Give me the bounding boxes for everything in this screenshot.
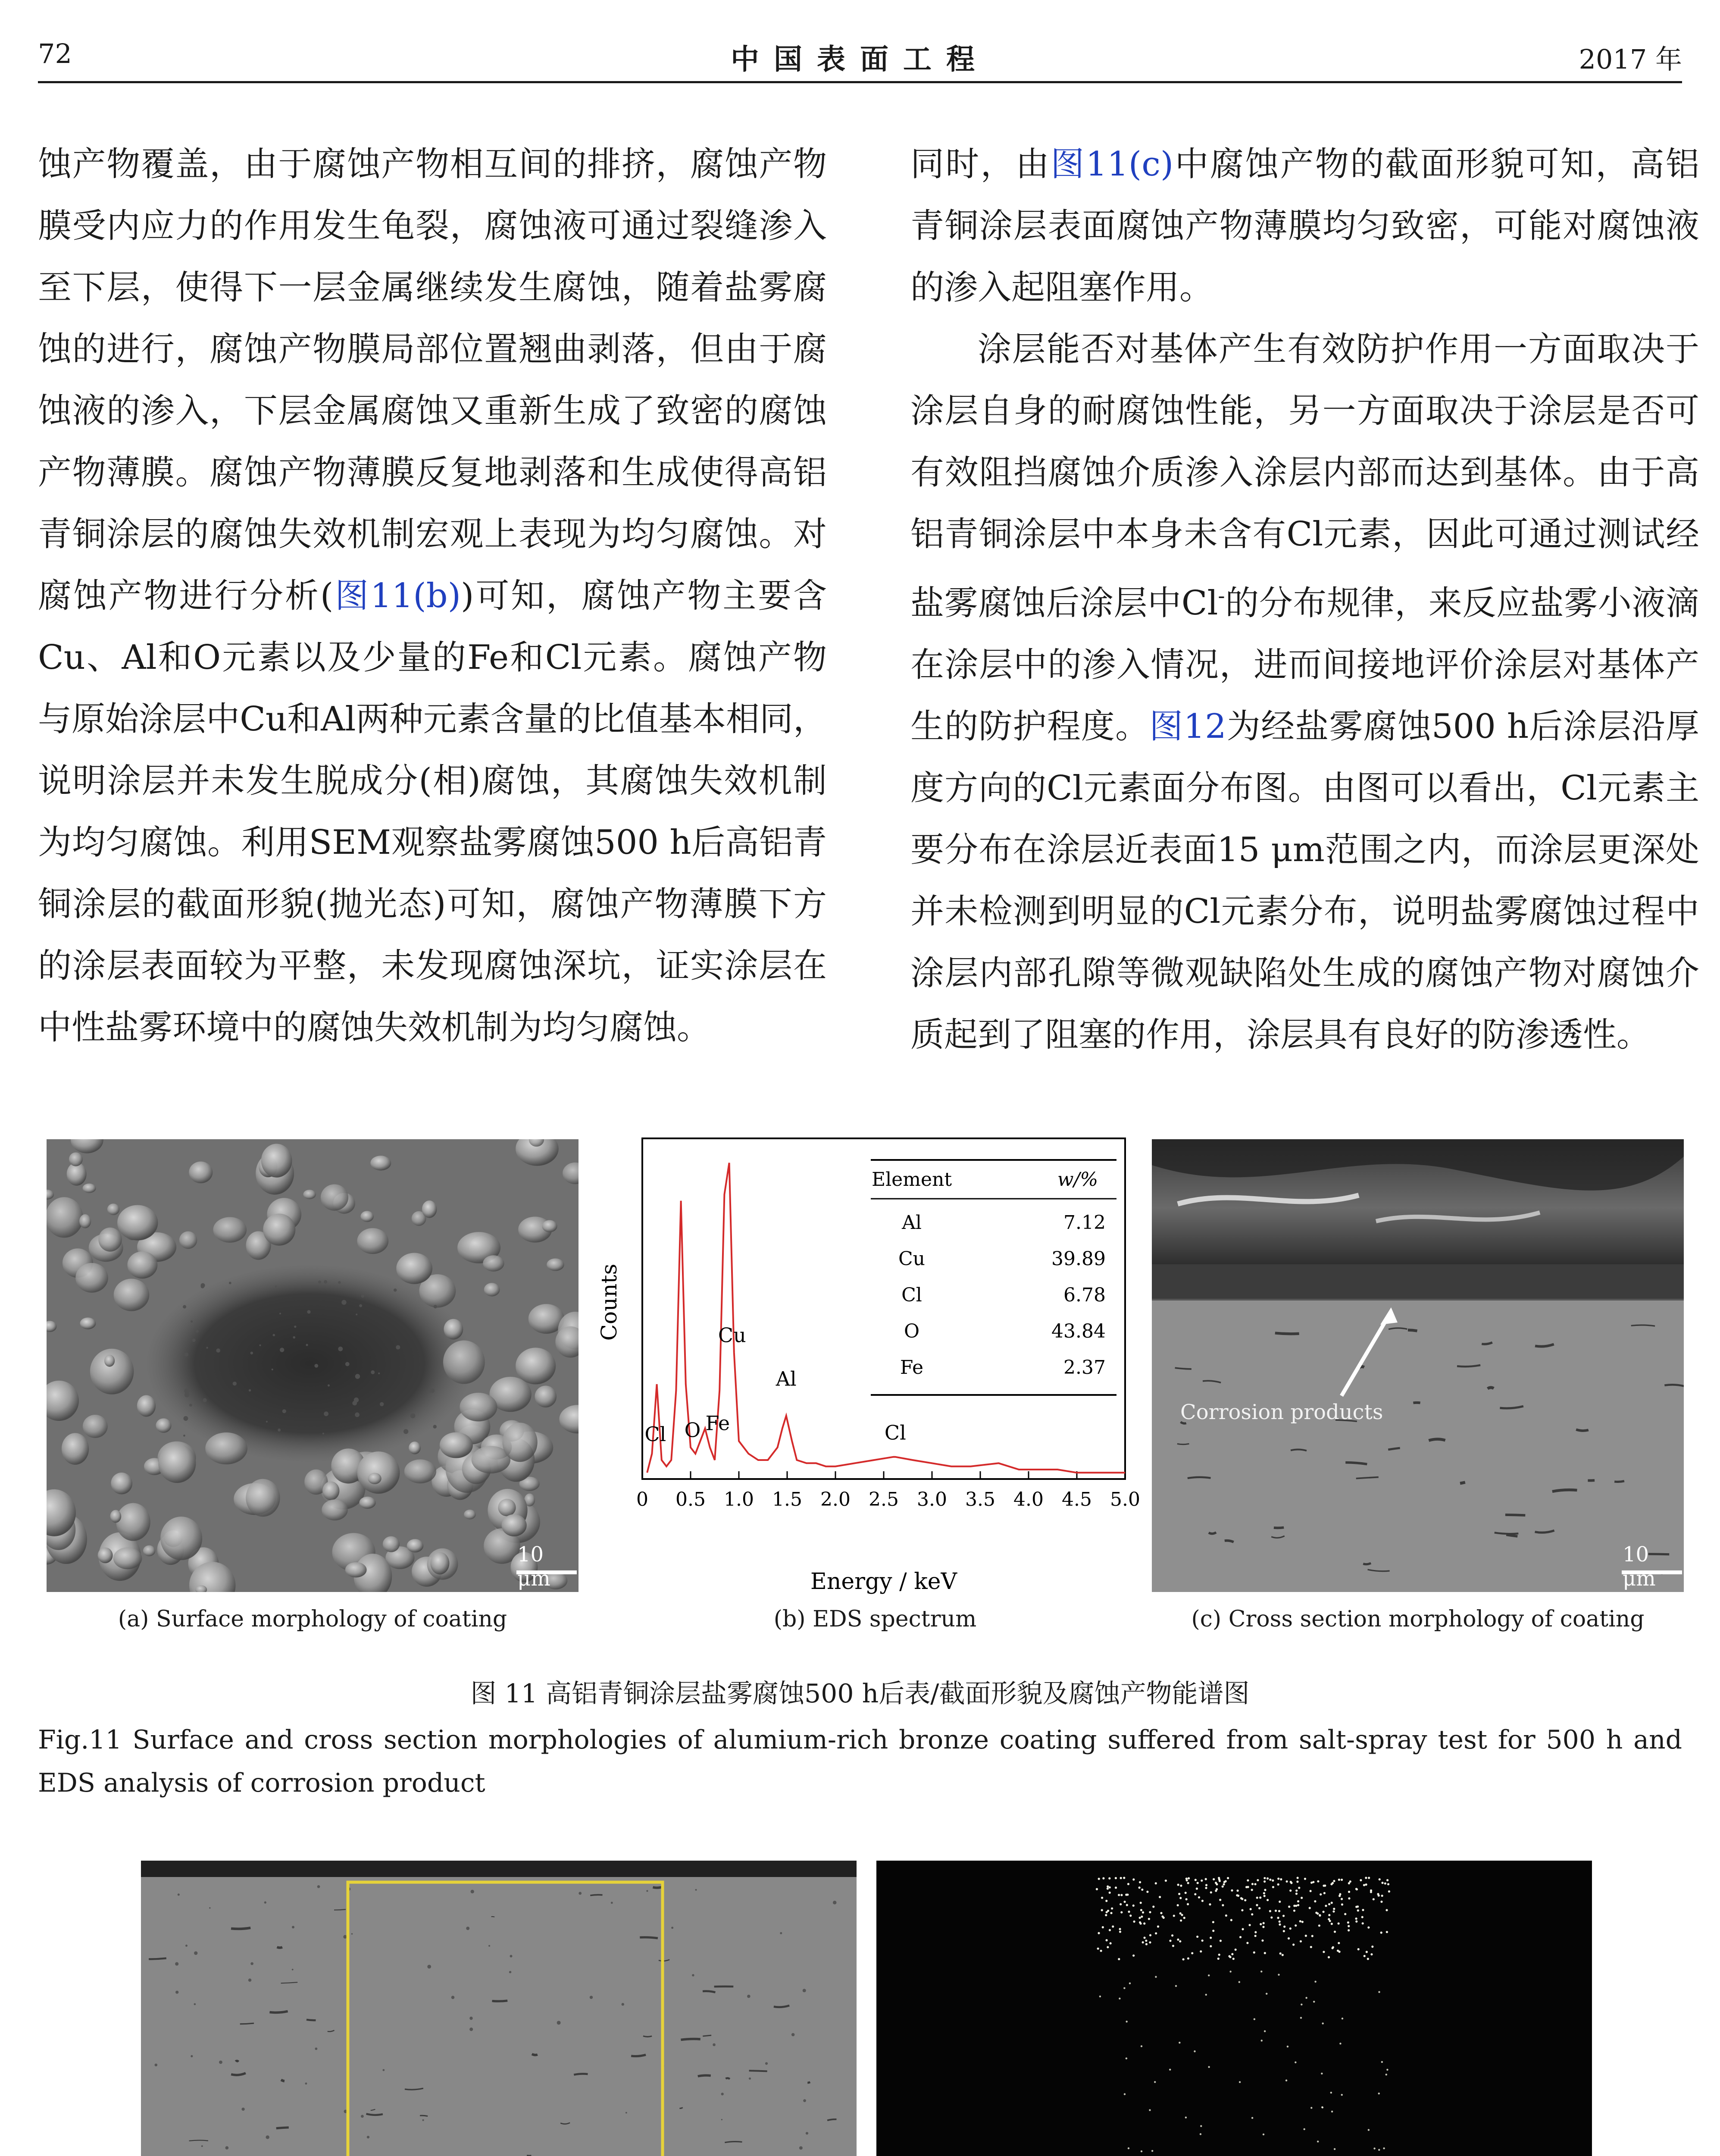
x-tick-label: 1.0 xyxy=(724,1489,754,1510)
table-header: w/% xyxy=(1057,1169,1098,1191)
scale-bar-label: 10 μm xyxy=(517,1542,550,1591)
text-segment: 为经盐雾腐蚀500 h后涂层沿厚度方向的Cl元素面分布图。由图可以看出，Cl元素主要分布在涂层近表面15 μm范围之内，而涂层更深处并未检测到明显的Cl元素分布，说明盐雾腐蚀过程中涂层内部孔隙等微观缺陷处生成的腐蚀产物对腐蚀介质起到了阻塞的作用，涂层具有良好的防渗透性。 xyxy=(910,707,1699,1054)
figure-11-caption-cn: 图 11 高铝青铜涂层盐雾腐蚀500 h后表/截面形貌及腐蚀产物能谱图 xyxy=(470,1679,1250,1709)
text-segment: )可知，腐蚀产物主要含Cu、Al和O元素以及少量的Fe和Cl元素。腐蚀产物与原始涂层中Cu和Al两种元素含量的比值基本相同，说明涂层并未发生脱成分(相)腐蚀，其腐蚀失效机制为均匀腐蚀。利用SEM观察盐雾腐蚀500 h后高铝青铜涂层的截面形貌(抛光态)可知，腐蚀产物薄膜下方的涂层表面较为平整，未发现腐蚀深坑，证实涂层在中性盐雾环境中的腐蚀失效机制为均匀腐蚀。 xyxy=(38,577,827,1047)
peak-label: Al xyxy=(776,1367,797,1391)
x-tick-label: 1.5 xyxy=(772,1489,802,1510)
x-tick-label: 0.5 xyxy=(675,1489,706,1510)
peak-label: O xyxy=(684,1418,701,1442)
table-cell: Cu xyxy=(898,1248,926,1270)
x-axis-label: Energy / keV xyxy=(810,1569,957,1595)
table-cell: 6.78 xyxy=(1063,1284,1106,1306)
eds-spectrum-chart xyxy=(595,1130,1155,1604)
eds-inset-table xyxy=(871,1160,1116,1395)
chlorine-dots xyxy=(876,1861,1592,2156)
text-segment: 中腐蚀产物的截面形貌可知，高铝青铜涂层表面腐蚀产物薄膜均匀致密，可能对腐蚀液的渗入起阻塞作用。 xyxy=(910,145,1699,307)
page-number: 72 xyxy=(38,38,72,69)
peak-label: Cu xyxy=(718,1323,746,1347)
right-paragraph-2 xyxy=(910,319,1699,1066)
y-axis-label: Counts xyxy=(597,1263,622,1341)
peak-label: Cl xyxy=(644,1423,666,1446)
publication-year: 2017 年 xyxy=(1579,44,1682,75)
left-text-column xyxy=(38,134,827,1059)
table-cell: O xyxy=(904,1320,920,1342)
left-paragraph xyxy=(38,134,827,1059)
table-cell: 39.89 xyxy=(1051,1248,1106,1270)
subcaption-11a: (a) Surface morphology of coating xyxy=(118,1606,507,1632)
right-paragraph-1 xyxy=(910,134,1699,319)
x-tick-label: 4.5 xyxy=(1062,1489,1092,1510)
figure-link[interactable]: 图11(c) xyxy=(1051,145,1174,184)
text-segment: 的分布规律，来反应盐雾小液滴在涂层中的渗入情况，进而间接地评价涂层对基体产生的防护程度。 xyxy=(910,584,1699,746)
table-cell: Cl xyxy=(901,1284,922,1306)
sem-surface-texture xyxy=(47,1139,579,1592)
peak-label: Fe xyxy=(705,1411,730,1435)
sem-cross-section-texture xyxy=(1152,1139,1684,1592)
arrow-label: Corrosion products xyxy=(1180,1400,1383,1424)
eds-svg xyxy=(595,1130,1155,1604)
x-tick-label: 3.0 xyxy=(917,1489,947,1510)
table-cell: Fe xyxy=(900,1357,924,1379)
table-cell: 2.37 xyxy=(1063,1357,1106,1379)
table-header: Element xyxy=(871,1169,952,1191)
sem-surface-image xyxy=(47,1139,579,1592)
morphology-texture xyxy=(141,1861,857,2156)
text-segment: 涂层能否对基体产生有效防护作用一方面取决于涂层自身的耐腐蚀性能，另一方面取决于涂层是否可有效阻挡腐蚀介质渗入涂层内部而达到基体。由于高铝青铜涂层中本身未含有Cl元素，因此可通过测试经盐雾腐蚀后涂层中Cl xyxy=(910,330,1699,623)
x-tick-label: 2.5 xyxy=(869,1489,899,1510)
figure-link[interactable]: 图11(b) xyxy=(333,577,461,615)
table-cell: Al xyxy=(902,1212,922,1234)
sem-cross-section-image xyxy=(1152,1139,1684,1592)
x-tick-label: 0 xyxy=(636,1489,648,1510)
x-tick-label: 2.0 xyxy=(820,1489,851,1510)
subcaption-11c: (c) Cross section morphology of coating xyxy=(1191,1606,1645,1632)
right-text-column xyxy=(910,134,1699,1066)
scale-bar-label: 10 μm xyxy=(1623,1542,1656,1591)
figure-link[interactable]: 图12 xyxy=(1149,707,1226,746)
superscript: - xyxy=(1218,584,1225,608)
table-cell: 7.12 xyxy=(1063,1212,1106,1234)
table-cell: 43.84 xyxy=(1051,1320,1106,1342)
figure-11-caption-en: Fig.11 Surface and cross section morphologies of alumium-rich bronze coating suffered from salt-spray test for 500 h and EDS analysis of corrosion product xyxy=(38,1725,1682,1798)
text-segment: 同时，由 xyxy=(910,145,1051,184)
text-segment: 蚀产物覆盖，由于腐蚀产物相互间的排挤，腐蚀产物膜受内应力的作用发生龟裂，腐蚀液可通过裂缝渗入至下层，使得下一层金属继续发生腐蚀，随着盐雾腐蚀的进行，腐蚀产物膜局部位置翘曲剥落，但由于腐蚀液的渗入，下层金属腐蚀又重新生成了致密的腐蚀产物薄膜。腐蚀产物薄膜反复地剥落和生成使得高铝青铜涂层的腐蚀失效机制宏观上表现为均匀腐蚀。对腐蚀产物进行分析( xyxy=(38,145,827,615)
x-tick-label: 3.5 xyxy=(965,1489,995,1510)
peak-label: Cl xyxy=(884,1421,906,1445)
header-rule xyxy=(38,81,1682,83)
x-tick-label: 4.0 xyxy=(1013,1489,1044,1510)
x-tick-label: 5.0 xyxy=(1110,1489,1140,1510)
journal-title: 中国表面工程 xyxy=(731,42,989,76)
morphology-image xyxy=(141,1861,857,2156)
subcaption-11b: (b) EDS spectrum xyxy=(773,1606,977,1632)
chlorine-map-image xyxy=(876,1861,1592,2156)
